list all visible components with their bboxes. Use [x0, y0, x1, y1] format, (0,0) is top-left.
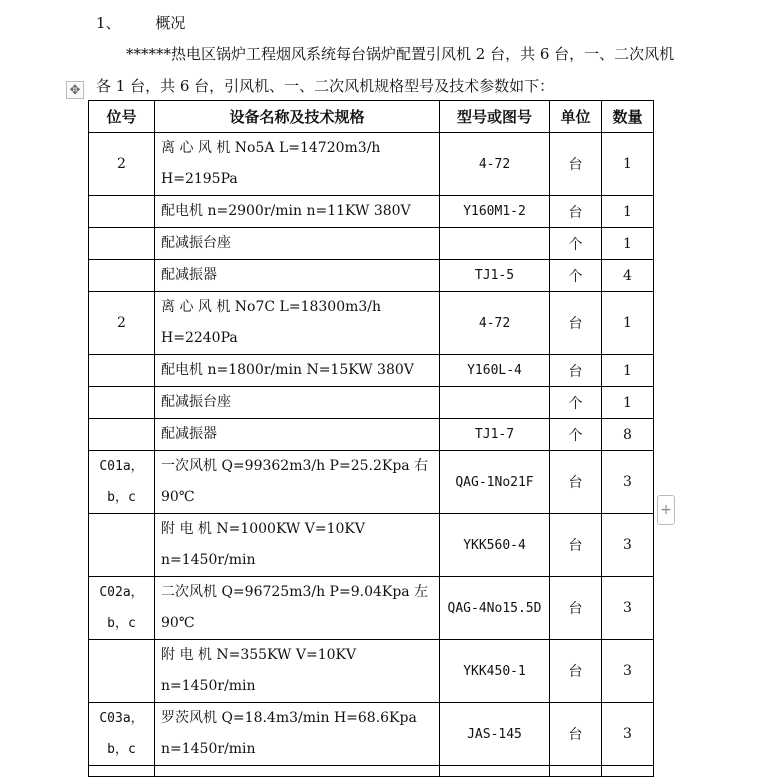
cell-model — [440, 228, 550, 260]
cell-unit: 台 — [550, 196, 602, 228]
cell-name — [155, 640, 440, 703]
table-row — [89, 387, 654, 419]
cell-empty — [89, 766, 155, 777]
table-row — [89, 292, 654, 355]
cell-name-line2: n=1450r/min — [161, 678, 256, 694]
cell-position — [89, 640, 155, 703]
cell-unit: 个 — [550, 419, 602, 451]
cell-name-line2: 90℃ — [161, 489, 195, 505]
cell-model: YKK560-4 — [440, 514, 550, 577]
cell-name-line1: 配减振器 — [161, 426, 217, 442]
cell-quantity: 1 — [602, 355, 654, 387]
cell-name — [155, 577, 440, 640]
cell-position — [89, 355, 155, 387]
cell-name-line1: 离 心 风 机 No7C L=18300m3/h — [161, 299, 382, 315]
table-row — [89, 577, 654, 640]
table-row — [89, 514, 654, 577]
cell-position — [89, 419, 155, 451]
cell-name-line2: n=1450r/min — [161, 741, 256, 757]
cell-position-line1: C01a， — [99, 459, 144, 474]
cell-name-line1: 罗茨风机 Q=18.4m3/min H=68.6Kpa — [161, 710, 417, 726]
section-number: 1、 — [96, 14, 121, 32]
cell-name-line2: H=2240Pa — [161, 330, 238, 346]
cell-name — [155, 355, 440, 387]
header-position: 位号 — [89, 101, 155, 133]
intro-line-1: ******热电区锅炉工程烟风系统每台锅炉配置引风机 2 台，共 6 台，一、二次风机 — [126, 45, 675, 63]
cell-unit: 台 — [550, 577, 602, 640]
table-row — [89, 703, 654, 766]
cell-name-line1: 配减振台座 — [161, 394, 231, 410]
cell-quantity: 1 — [602, 196, 654, 228]
cell-name-line1: 配电机 n=1800r/min N=15KW 380V — [161, 362, 414, 378]
table-row — [89, 196, 654, 228]
cell-name-line1: 配减振器 — [161, 267, 217, 283]
cell-position-line2: b，c — [107, 742, 136, 757]
cell-name-line1: 附 电 机 N=355KW V=10KV — [161, 647, 357, 663]
cell-name — [155, 703, 440, 766]
cell-model: 4-72 — [440, 133, 550, 196]
cell-model: YKK450-1 — [440, 640, 550, 703]
cell-empty — [550, 766, 602, 777]
cell-position: 2 — [89, 133, 155, 196]
cell-name-line1: 一次风机 Q=99362m3/h P=25.2Kpa 右 — [161, 458, 429, 474]
cell-unit: 台 — [550, 133, 602, 196]
section-title: 概况 — [155, 14, 186, 32]
cell-name — [155, 451, 440, 514]
cell-quantity: 3 — [602, 514, 654, 577]
table-header-row — [89, 101, 654, 133]
cell-position-line1: C02a， — [99, 585, 144, 600]
cell-quantity: 3 — [602, 577, 654, 640]
table-row — [89, 640, 654, 703]
cell-position-line2: b，c — [107, 616, 136, 631]
intro-line-2: 各 1 台，共 6 台，引风机、一、二次风机规格型号及技术参数如下： — [96, 77, 555, 95]
cell-name-line2: 90℃ — [161, 615, 195, 631]
cell-unit: 台 — [550, 292, 602, 355]
cell-quantity: 1 — [602, 228, 654, 260]
cell-name — [155, 419, 440, 451]
cell-position — [89, 577, 155, 640]
table-row — [89, 260, 654, 292]
cell-position — [89, 451, 155, 514]
section-heading — [96, 12, 185, 33]
cell-name — [155, 196, 440, 228]
cell-name — [155, 260, 440, 292]
cell-name — [155, 292, 440, 355]
cell-position-line2: b，c — [107, 490, 136, 505]
cell-position — [89, 703, 155, 766]
cell-model: TJ1-7 — [440, 419, 550, 451]
cell-unit: 台 — [550, 451, 602, 514]
cell-model — [440, 387, 550, 419]
cell-model: JAS-145 — [440, 703, 550, 766]
cell-position-line1: C03a， — [99, 711, 144, 726]
cell-position: 2 — [89, 292, 155, 355]
cell-model: QAG-4No15.5D — [440, 577, 550, 640]
cell-name-line1: 二次风机 Q=96725m3/h P=9.04Kpa 左 — [161, 584, 429, 600]
table-row — [89, 451, 654, 514]
cell-quantity: 1 — [602, 292, 654, 355]
cell-quantity: 3 — [602, 451, 654, 514]
cell-unit: 个 — [550, 260, 602, 292]
cell-name — [155, 387, 440, 419]
cell-position — [89, 196, 155, 228]
cell-name — [155, 514, 440, 577]
cell-name — [155, 133, 440, 196]
cell-name-line1: 配减振台座 — [161, 235, 231, 251]
cell-model: QAG-1No21F — [440, 451, 550, 514]
cell-name-line2: n=1450r/min — [161, 552, 256, 568]
cell-unit: 台 — [550, 703, 602, 766]
header-unit: 单位 — [550, 101, 602, 133]
cell-unit: 台 — [550, 514, 602, 577]
header-quantity: 数量 — [602, 101, 654, 133]
cell-name-line1: 配电机 n=2900r/min n=11KW 380V — [161, 203, 411, 219]
table-row-partial — [89, 766, 654, 777]
cell-position — [89, 228, 155, 260]
cell-name-line2: H=2195Pa — [161, 171, 238, 187]
cell-empty — [602, 766, 654, 777]
cell-name-line1: 附 电 机 N=1000KW V=10KV — [161, 521, 365, 537]
cell-position — [89, 260, 155, 292]
cell-empty — [155, 766, 440, 777]
cell-model: 4-72 — [440, 292, 550, 355]
table-row — [89, 133, 654, 196]
cell-unit: 个 — [550, 387, 602, 419]
cell-position — [89, 387, 155, 419]
header-model: 型号或图号 — [440, 101, 550, 133]
cell-unit: 台 — [550, 355, 602, 387]
add-column-icon[interactable]: + — [657, 495, 675, 525]
cell-unit: 台 — [550, 640, 602, 703]
cell-quantity: 3 — [602, 703, 654, 766]
header-name-spec: 设备名称及技术规格 — [155, 101, 440, 133]
cell-model: Y160L-4 — [440, 355, 550, 387]
cell-position — [89, 514, 155, 577]
table-move-handle-icon[interactable]: ✥ — [66, 81, 84, 99]
cell-name-line1: 离 心 风 机 No5A L=14720m3/h — [161, 140, 381, 156]
cell-model: TJ1-5 — [440, 260, 550, 292]
cell-quantity: 8 — [602, 419, 654, 451]
cell-quantity: 3 — [602, 640, 654, 703]
table-row — [89, 419, 654, 451]
cell-quantity: 1 — [602, 133, 654, 196]
cell-empty — [440, 766, 550, 777]
equipment-table — [88, 100, 654, 777]
table-row — [89, 355, 654, 387]
cell-unit: 个 — [550, 228, 602, 260]
cell-quantity: 4 — [602, 260, 654, 292]
table-row — [89, 228, 654, 260]
cell-quantity: 1 — [602, 387, 654, 419]
cell-name — [155, 228, 440, 260]
cell-model: Y160M1-2 — [440, 196, 550, 228]
